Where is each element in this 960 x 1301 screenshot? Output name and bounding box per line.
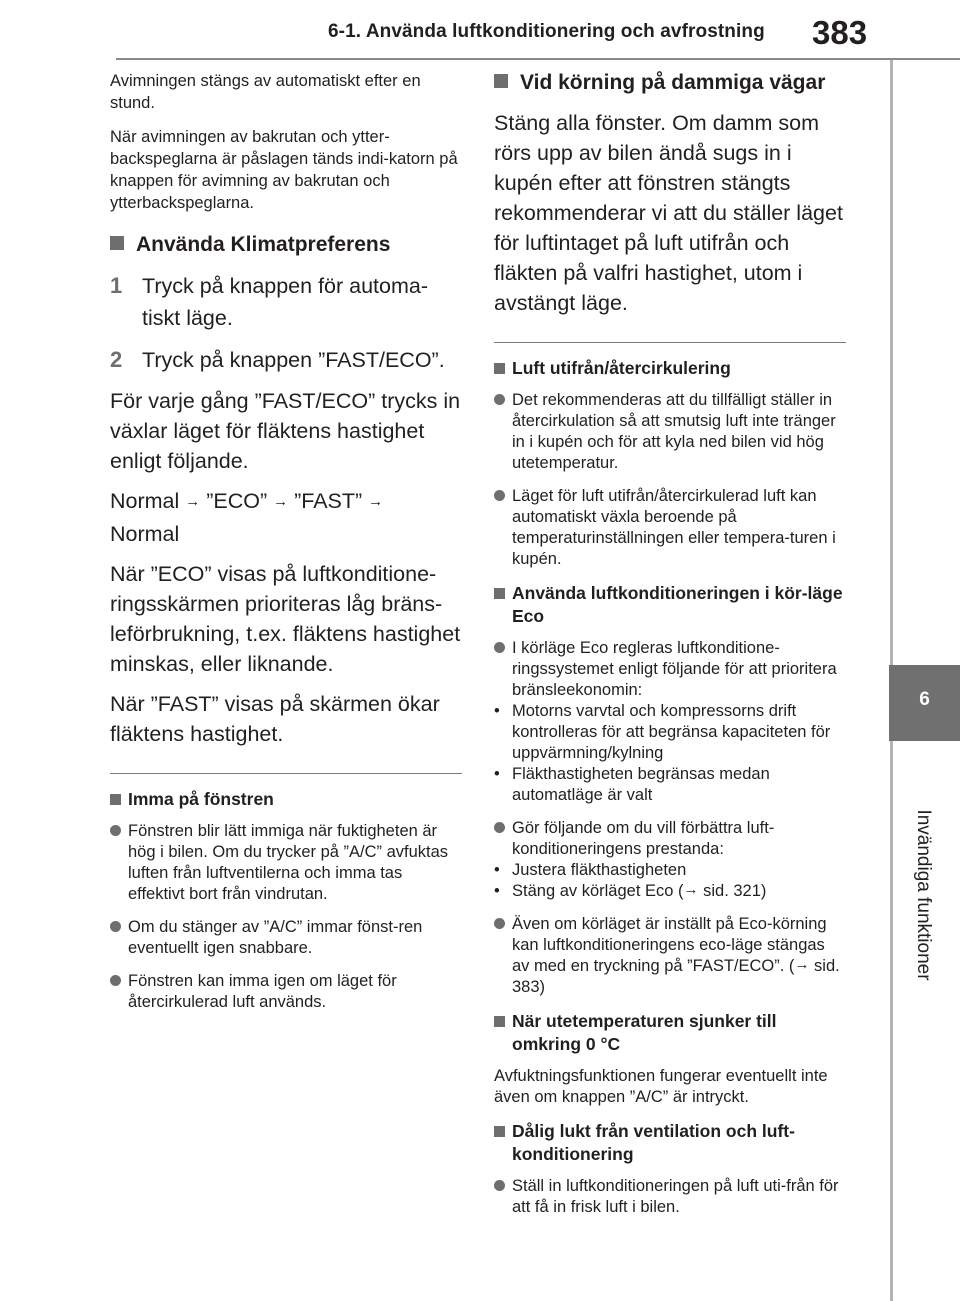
step-item bbox=[110, 344, 462, 376]
mode-cycle bbox=[110, 486, 462, 549]
round-bullet-icon bbox=[494, 490, 505, 501]
sub-text-part: Stäng av körläget Eco ( bbox=[512, 882, 684, 900]
note-title: Använda luftkonditioneringen i kör-läge Eco bbox=[512, 583, 843, 626]
header-divider bbox=[116, 58, 960, 60]
sub-item bbox=[494, 701, 846, 764]
arrow-right-icon: → bbox=[273, 493, 289, 510]
note-item bbox=[494, 914, 846, 998]
note-heading bbox=[110, 788, 462, 811]
square-bullet-icon bbox=[110, 236, 124, 250]
cycle-step: Normal bbox=[110, 489, 186, 513]
note-item bbox=[110, 917, 462, 959]
small-bullet-icon: • bbox=[494, 861, 500, 879]
arrow-right-icon: → bbox=[368, 493, 384, 510]
cycle-step: ”ECO” bbox=[200, 489, 274, 513]
arrow-right-icon: → bbox=[794, 956, 810, 973]
step-text: Tryck på knappen ”FAST/ECO”. bbox=[142, 348, 445, 372]
section-heading bbox=[110, 232, 462, 258]
page-reference-link[interactable]: sid. 321) bbox=[698, 882, 767, 900]
round-bullet-icon bbox=[110, 975, 121, 986]
side-tab-rule-bottom bbox=[890, 741, 893, 1301]
round-bullet-icon bbox=[494, 1180, 505, 1191]
round-bullet-icon bbox=[494, 822, 505, 833]
note-heading bbox=[494, 1120, 846, 1166]
arrow-right-icon: → bbox=[185, 493, 201, 510]
sub-item bbox=[494, 881, 846, 902]
sub-list bbox=[494, 701, 846, 806]
square-bullet-icon bbox=[494, 74, 508, 88]
square-bullet-icon bbox=[494, 1126, 505, 1137]
round-bullet-icon bbox=[110, 825, 121, 836]
side-tab-rule-top bbox=[890, 60, 893, 665]
paragraph: När ”FAST” visas på skärmen ökar fläktens hastighet. bbox=[110, 692, 440, 746]
note-item bbox=[110, 821, 462, 905]
section-title: Vid körning på dammiga vägar bbox=[520, 71, 826, 94]
note-item bbox=[494, 390, 846, 474]
section-heading bbox=[494, 70, 846, 96]
left-column bbox=[110, 70, 462, 1025]
square-bullet-icon bbox=[494, 363, 505, 374]
paragraph: När avimningen av bakrutan och ytter-backspeglarna är påslagen tänds indi-katorn på knappen för avimning av bakrutan och ytterbackspeglarna. bbox=[110, 128, 458, 212]
section-title: Använda Klimatpreferens bbox=[136, 233, 391, 256]
note-title: Dålig lukt från ventilation och luft-konditionering bbox=[512, 1121, 795, 1164]
sub-text: Justera fläkthastigheten bbox=[512, 861, 687, 879]
sub-text: Motorns varvtal och kompressorns drift kontrolleras för att begränsa kapaciteten för uppvärmning/kylning bbox=[512, 702, 831, 762]
note-text: Fönstren kan imma igen om läget för återcirkulerad luft används. bbox=[128, 972, 397, 1011]
note-heading bbox=[494, 1010, 846, 1056]
note-text bbox=[512, 914, 846, 998]
round-bullet-icon bbox=[494, 918, 505, 929]
step-text: Tryck på knappen för automa-tiskt läge. bbox=[142, 274, 429, 330]
round-bullet-icon bbox=[110, 921, 121, 932]
header-title: 6-1. Använda luftkonditionering och avfrostning bbox=[328, 21, 765, 42]
note-text: I körläge Eco regleras luftkonditione-ringssystemet enligt följande för att prioritera bränsleekonomin: bbox=[512, 639, 837, 699]
note-divider bbox=[110, 773, 462, 774]
sub-item bbox=[494, 860, 846, 881]
step-item bbox=[110, 270, 462, 334]
note-text: Om du stänger av ”A/C” immar fönst-ren eventuellt igen snabbare. bbox=[128, 918, 423, 957]
note-item bbox=[110, 971, 462, 1013]
page-reference-link[interactable]: sid. 383) bbox=[512, 957, 840, 996]
chapter-number: 6 bbox=[919, 689, 930, 710]
sub-item bbox=[494, 764, 846, 806]
note-text: Gör följande om du vill förbättra luft-konditioneringens prestanda: bbox=[512, 819, 775, 858]
note-text: Läget för luft utifrån/återcirkulerad luft kan automatiskt växla beroende på temperaturinställningen eller tempera-turen i kupén. bbox=[512, 487, 836, 568]
note-item bbox=[494, 818, 846, 860]
small-bullet-icon: • bbox=[494, 882, 500, 900]
paragraph: När ”ECO” visas på luftkonditione-ringsskärmen prioriteras låg bräns-leförbrukning, t.ex. fläktens hastighet minskas, eller liknande. bbox=[110, 562, 461, 676]
square-bullet-icon bbox=[110, 794, 121, 805]
right-column bbox=[494, 70, 846, 1230]
arrow-right-icon: → bbox=[683, 881, 699, 898]
note-item bbox=[494, 486, 846, 570]
chapter-label: Invändiga funktioner bbox=[913, 809, 934, 981]
note-heading bbox=[494, 357, 846, 380]
page-number: 383 bbox=[812, 14, 868, 51]
paragraph: Stäng alla fönster. Om damm som rörs upp av bilen ändå sugs in i kupén efter att fönstren stängts rekommenderar vi att du ställer läget för luftintaget på luft utifrån och fläkten på valfri hastighet, utom i avstängt läge. bbox=[494, 111, 843, 315]
sub-text bbox=[512, 881, 766, 902]
note-item bbox=[494, 638, 846, 701]
note-title: När utetemperaturen sjunker till omkring 0 °C bbox=[512, 1011, 777, 1054]
step-number: 1 bbox=[110, 273, 123, 298]
paragraph: För varje gång ”FAST/ECO” trycks in växlar läget för fläktens hastighet enligt följande. bbox=[110, 389, 461, 473]
sub-list bbox=[494, 860, 846, 902]
note-text-part: Även om körläget är inställt på Eco-körning kan luftkonditioneringens eco-läge stängas av med en tryckning på ”FAST/ECO”. ( bbox=[512, 915, 827, 975]
chapter-tab bbox=[889, 665, 960, 741]
note-title: Imma på fönstren bbox=[128, 789, 274, 809]
note-heading bbox=[494, 582, 846, 628]
step-number: 2 bbox=[110, 347, 123, 372]
note-divider bbox=[494, 342, 846, 343]
note-title: Luft utifrån/återcirkulering bbox=[512, 358, 731, 378]
paragraph: Avimningen stängs av automatiskt efter en stund. bbox=[110, 72, 421, 112]
round-bullet-icon bbox=[494, 394, 505, 405]
paragraph: Avfuktningsfunktionen fungerar eventuellt inte även om knappen ”A/C” är intryckt. bbox=[494, 1067, 828, 1106]
sub-text: Fläkthastigheten begränsas medan automatläge är valt bbox=[512, 765, 770, 804]
square-bullet-icon bbox=[494, 588, 505, 599]
square-bullet-icon bbox=[494, 1016, 505, 1027]
note-text: Det rekommenderas att du tillfälligt ställer in återcirkulation så att smutsig luft inte tränger in i kupén och för att kyla ned bilen vid hög utetemperatur. bbox=[512, 391, 836, 472]
cycle-step: ”FAST” bbox=[288, 489, 369, 513]
note-text: Ställ in luftkonditioneringen på luft uti-från för att få in frisk luft i bilen. bbox=[512, 1177, 839, 1216]
cycle-step: Normal bbox=[110, 522, 180, 546]
small-bullet-icon: • bbox=[494, 765, 500, 783]
round-bullet-icon bbox=[494, 642, 505, 653]
small-bullet-icon: • bbox=[494, 702, 500, 720]
note-item bbox=[494, 1176, 846, 1218]
note-text: Fönstren blir lätt immiga när fuktigheten är hög i bilen. Om du trycker på ”A/C” avfuktas luften från luftventilerna och imma tas effektivt bort från vindrutan. bbox=[128, 822, 449, 903]
